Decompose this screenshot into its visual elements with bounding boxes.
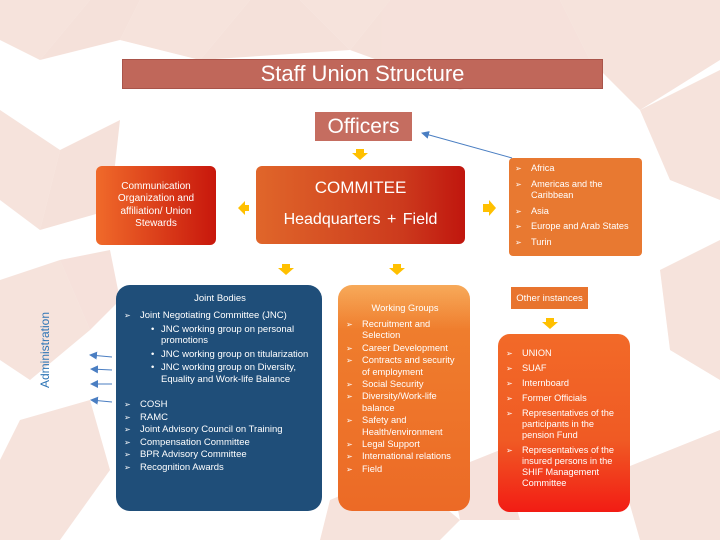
other-instance-item: ➢ Former Officials [506,393,624,404]
jnc-group-item: • JNC working group on Diversity, Equality and Work-life Balance [124,362,316,385]
region-item: ➢ Asia [515,206,636,218]
joint-body-item: ➢ Joint Advisory Council on Training [124,424,316,436]
jnc-item [124,310,316,322]
administration-label: Administration [38,311,52,388]
region-item: ➢ Americas and the Caribbean [515,179,636,202]
joint-body-item: ➢ RAMC [124,412,316,424]
joint-body-item: ➢ BPR Advisory Committee [124,449,316,461]
other-instance-item: ➢ UNION [506,348,624,359]
committee-scope: Headquarters + Field [283,211,438,228]
working-group-item: ➢ International relations [346,451,464,462]
other-instance-item: ➢ Representatives of the participants in the pension Fund [506,408,624,441]
working-group-item: ➢ Career Development [346,343,464,354]
other-instances-box [498,334,630,512]
working-group-item: ➢ Field [346,464,464,475]
working-group-item: ➢ Safety and Health/environment [346,415,464,438]
jnc-label: Joint Negotiating Committee (JNC) [140,310,287,321]
working-group-item: ➢ Diversity/Work-life balance [346,391,464,414]
other-instance-item: ➢ SUAF [506,363,624,374]
jnc-group-item: • JNC working group on personal promotions [124,324,316,347]
diagram-title: Staff Union Structure [122,59,603,89]
working-group-item: ➢ Contracts and security of employment [346,355,464,378]
regions-box [509,158,642,256]
communication-box [96,166,216,245]
joint-body-item: ➢ COSH [124,399,316,411]
joint-bodies-heading: Joint Bodies [194,293,246,304]
joint-bodies-box [116,285,322,511]
working-groups-box [338,285,470,511]
other-instance-item: ➢ Representatives of the insured persons in the SHIF Management Committee [506,445,624,489]
other-instance-item: ➢ Internboard [506,378,624,389]
region-item: ➢ Europe and Arab States [515,221,636,233]
joint-body-item: ➢ Recognition Awards [124,462,316,474]
working-group-item: ➢ Legal Support [346,439,464,450]
working-group-item: ➢ Social Security [346,379,464,390]
working-group-item: ➢ Recruitment and Selection [346,319,464,342]
jnc-group-item: • JNC working group on titularization [124,349,316,361]
officers-box: Officers [315,112,412,141]
region-item: ➢ Africa [515,163,636,175]
joint-body-item: ➢ Compensation Committee [124,437,316,449]
committee-label: COMMITEE [314,178,407,197]
other-instances-label: Other instances [511,287,588,309]
communication-label: Communication Organization and affiliation/ Union Stewards [117,180,195,229]
region-item: ➢ Turin [515,237,636,249]
working-groups-heading: Working Groups [371,303,439,313]
committee-box [256,166,465,244]
